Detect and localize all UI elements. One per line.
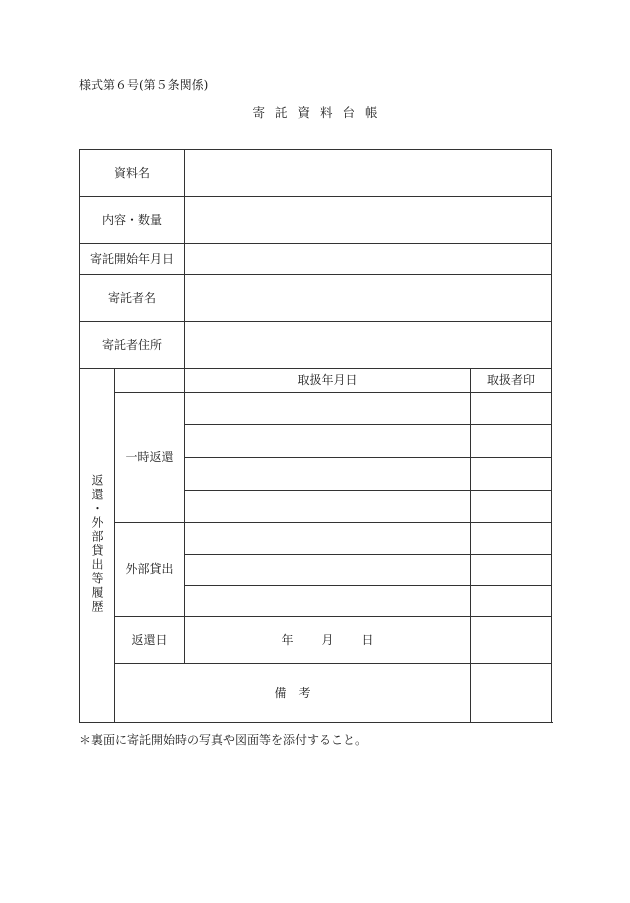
handler-seal-column-header: 取扱者印 <box>471 369 552 393</box>
date-year-unit: 年 <box>281 632 294 647</box>
external-loan-label: 外部貸出 <box>115 523 185 617</box>
row-content-quantity <box>80 197 552 244</box>
temporary-return-date-3[interactable] <box>185 458 471 491</box>
external-loan-date-1[interactable] <box>185 523 471 555</box>
history-section-label <box>80 369 115 723</box>
temporary-return-seal-4[interactable] <box>471 491 552 523</box>
footnote: ＊裏面に寄託開始時の写真や図面等を添付すること。 <box>79 733 368 747</box>
temporary-return-date-2[interactable] <box>185 425 471 458</box>
history-section-text: 返還・外部貸出等履歴 <box>90 473 104 614</box>
depositor-address-label: 寄託者住所 <box>80 322 185 369</box>
external-loan-seal-2[interactable] <box>471 555 552 586</box>
temporary-return-date-1[interactable] <box>185 393 471 425</box>
row-depositor-address <box>80 322 552 369</box>
date-month-unit: 月 <box>321 632 334 647</box>
depositor-name-label: 寄託者名 <box>80 275 185 322</box>
depositor-name-field[interactable] <box>185 275 552 322</box>
remarks-field[interactable] <box>471 664 552 723</box>
temporary-return-seal-1[interactable] <box>471 393 552 425</box>
row-history-header <box>80 369 552 393</box>
temporary-return-seal-3[interactable] <box>471 458 552 491</box>
return-date-field[interactable] <box>185 617 471 664</box>
content-quantity-label: 内容・数量 <box>80 197 185 244</box>
content-quantity-field[interactable] <box>185 197 552 244</box>
row-temporary-return-1 <box>80 393 552 425</box>
row-return-date <box>80 617 552 664</box>
document-title: 寄託資料台帳 <box>252 105 388 120</box>
handling-date-column-header: 取扱年月日 <box>185 369 471 393</box>
start-date-label: 寄託開始年月日 <box>80 244 185 275</box>
temporary-return-date-4[interactable] <box>185 491 471 523</box>
row-external-loan-1 <box>80 523 552 555</box>
row-material-name <box>80 150 552 197</box>
external-loan-seal-3[interactable] <box>471 586 552 617</box>
depositor-address-field[interactable] <box>185 322 552 369</box>
history-header-blank <box>115 369 185 393</box>
row-remarks <box>80 664 552 723</box>
temporary-return-label: 一時返還 <box>115 393 185 523</box>
external-loan-date-3[interactable] <box>185 586 471 617</box>
form-number: 様式第６号(第５条関係) <box>79 78 209 92</box>
return-date-label: 返還日 <box>115 617 185 664</box>
material-name-label: 資料名 <box>80 150 185 197</box>
external-loan-seal-1[interactable] <box>471 523 552 555</box>
return-date-template <box>281 633 373 647</box>
temporary-return-seal-2[interactable] <box>471 425 552 458</box>
date-day-unit: 日 <box>361 632 374 647</box>
remarks-label: 備 考 <box>115 664 471 723</box>
material-name-field[interactable] <box>185 150 552 197</box>
deposit-ledger-table <box>79 149 552 723</box>
row-start-date <box>80 244 552 275</box>
return-date-seal[interactable] <box>471 617 552 664</box>
external-loan-date-2[interactable] <box>185 555 471 586</box>
start-date-field[interactable] <box>185 244 552 275</box>
row-depositor-name <box>80 275 552 322</box>
